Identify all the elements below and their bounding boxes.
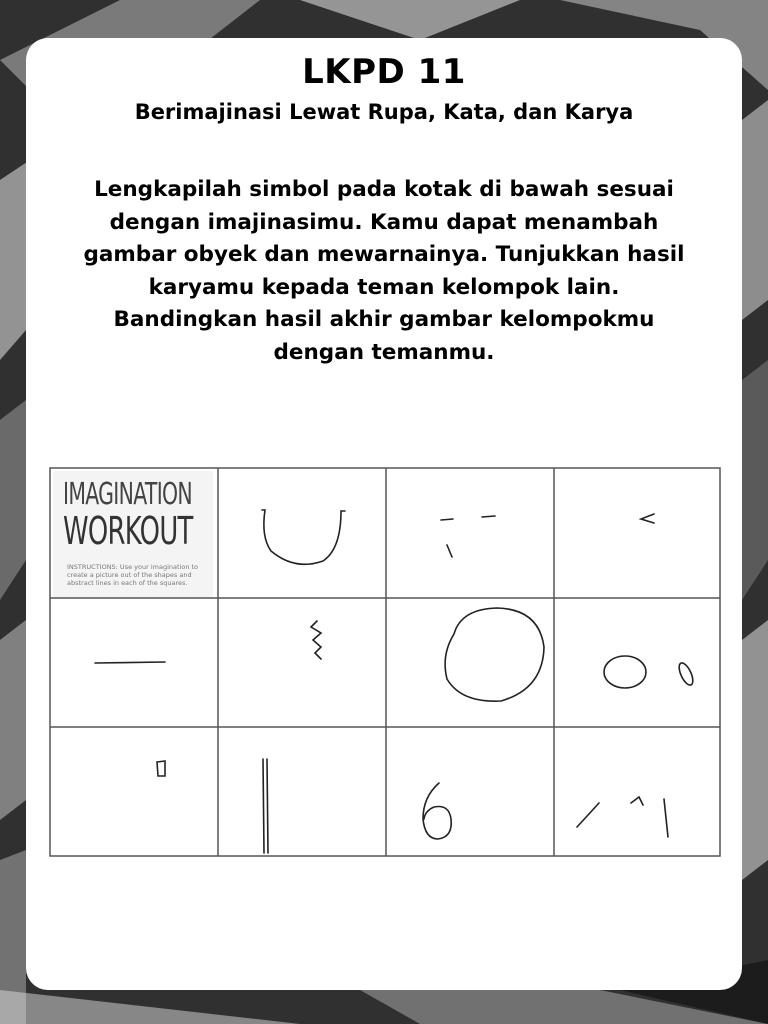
number-six-icon: [423, 783, 451, 839]
small-square-icon: [157, 761, 165, 776]
vertical-line-icon: [263, 759, 268, 853]
workout-heading-line1: IMAGINATION: [63, 477, 192, 512]
dashes-icon: [441, 516, 495, 557]
strokes-icon: [577, 797, 668, 837]
oval-icon: [604, 656, 646, 688]
workout-note: INSTRUCTIONS: Use your imagination to create a picture out of the shapes and abstract lines in each of the squares.: [67, 563, 199, 587]
shape-marks: [49, 467, 721, 857]
page-title: LKPD 11: [302, 52, 466, 92]
less-than-icon: [641, 514, 654, 523]
u-curve-icon: [262, 510, 345, 564]
horizontal-line-icon: [95, 662, 165, 663]
zigzag-icon: [311, 621, 321, 659]
instructions-text: Lengkapilah simbol pada kotak di bawah sesuai dengan imajinasimu. Kamu dapat menambah gambar obyek dan mewarnainya. Tunjukkan hasil karyamu kepada teman kelompok lain. Bandingkan hasil akhir gambar kelompokmu dengan temanmu.: [83, 177, 685, 365]
small-oval-icon: [676, 661, 695, 687]
imagination-grid: [49, 467, 721, 857]
workout-heading-line2: WORKOUT: [63, 509, 193, 553]
circle-icon: [445, 608, 544, 701]
page-subtitle: Berimajinasi Lewat Rupa, Kata, dan Karya: [134, 100, 634, 124]
